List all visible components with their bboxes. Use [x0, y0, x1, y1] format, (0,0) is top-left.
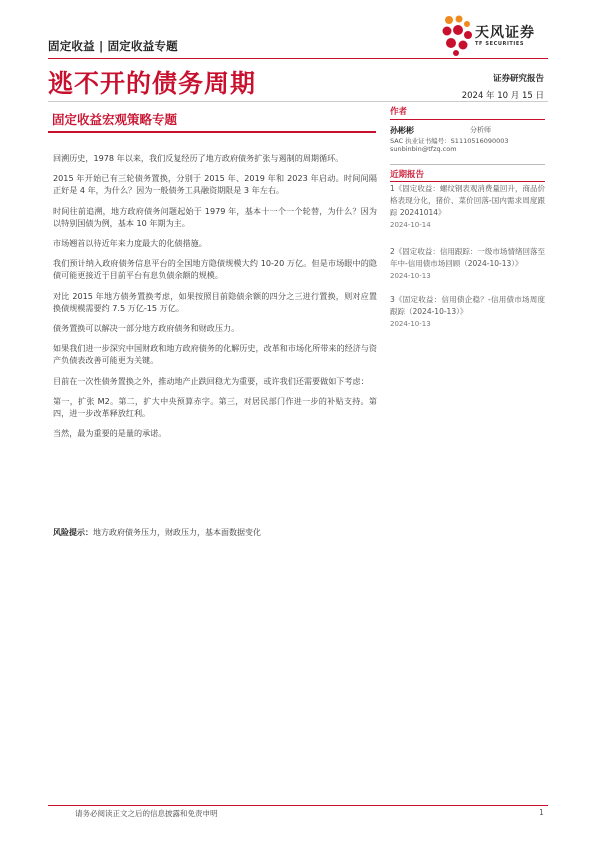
body-paragraph: 对比 2015 年地方债务置换考虑，如果按照目前隐债余额的四分之三进行置换，则对应置换债规模需要约 7.5 万亿-15 万亿。 [53, 290, 377, 313]
report-date: 2024 年 10 月 15 日 [461, 91, 544, 101]
risk-warning [53, 527, 261, 538]
author-heading: 作者 [390, 107, 408, 117]
body-paragraph: 当然，最为重要的是量的承诺。 [53, 428, 167, 439]
author-heading-rule [390, 119, 545, 120]
main-body [53, 152, 377, 447]
author-name: 孙彬彬 [390, 126, 414, 135]
logo-en: TF SECURITIES [475, 41, 525, 47]
body-paragraph: 债务置换可以解决一部分地方政府债务和财政压力。 [53, 323, 240, 334]
page-number: 1 [539, 808, 544, 817]
recent-report-title[interactable]: 1《固定收益：螺纹钢表观消费量回升，商品价格表现分化，猪价、菜价回落-国内需求周度跟踪 20241014》 [390, 184, 545, 217]
recent-report-item[interactable] [390, 183, 545, 231]
author-email[interactable]: sunbinbin@tfzq.com [390, 145, 457, 153]
subtitle-divider [48, 131, 376, 133]
title-divider [48, 101, 548, 102]
recent-report-title[interactable]: 2《固定收益：信用跟踪：一级市场情绪回落至年中-信用债市场回顾（2024-10-13）》 [390, 247, 545, 268]
top-divider [48, 58, 548, 59]
recent-report-date: 2024-10-13 [390, 272, 431, 280]
body-paragraph: 2015 年开始已有三轮债务置换，分别于 2015 年、2019 年和 2023 年启动。时间间隔正好是 4 年，为什么？因为一般债务工具融资期限是 3 年左右。 [53, 173, 377, 196]
recent-report-date: 2024-10-14 [390, 221, 431, 229]
author-role: 分析师 [470, 126, 491, 134]
recent-report-title[interactable]: 3《固定收益：信用债企稳？-信用债市场周度跟踪（2024-10-13）》 [390, 295, 545, 316]
author-sac-number: SAC 执业证书编号：S1110516090003 [390, 137, 509, 145]
recent-report-item[interactable] [390, 246, 545, 282]
logo-name: 天风证券 [475, 25, 535, 41]
author-end-rule [390, 164, 545, 165]
recent-report-item[interactable] [390, 294, 545, 330]
logo-mark-icon [440, 14, 474, 56]
recent-report-date: 2024-10-13 [390, 320, 431, 328]
body-paragraph: 市场翘首以待近年来力度最大的化债措施。 [53, 238, 207, 249]
body-paragraph: 第一，扩张 M2。第二，扩大中央预算赤字。第三，对居民部门作进一步的补贴支持。第四，进一步改革释放红利。 [53, 395, 377, 419]
report-subtitle: 固定收益宏观策略专题 [52, 112, 178, 127]
report-title: 逃不开的债务周期 [48, 69, 257, 98]
body-paragraph: 回溯历史，1978 年以来，我们反复经历了地方政府债务扩张与遏制的周期循环。 [53, 153, 344, 163]
risk-label: 风险提示： [53, 528, 93, 537]
breadcrumb: 固定收益 | 固定收益专题 [48, 39, 178, 53]
risk-text: 地方政府债务压力，财政压力，基本面数据变化 [93, 528, 261, 537]
footer-disclaimer: 请务必阅读正文之后的信息披露和免责申明 [75, 809, 218, 818]
recent-reports-rule [390, 181, 545, 182]
body-paragraph: 时间往前追溯，地方政府债务问题起始于 1979 年，基本十一个一个轮替，为什么？因为以特别国债为例，基本 10 年期为主。 [53, 205, 377, 228]
footer-divider [48, 805, 548, 806]
body-paragraph: 如果我们进一步深究中国财政和地方政府债务的化解历史，改革和市场化所带来的经济与资产负债表改善可能更为关键。 [53, 343, 377, 366]
body-paragraph: 我们预计纳入政府债务信息平台的全国地方隐债规模大约 10-20 万亿。但是市场眼中的隐债可能更接近于目前平台有息负债余额的规模。 [53, 258, 377, 281]
body-paragraph: 目前在一次性债务置换之外，推动地产止跌回稳尤为重要，或许我们还需要做如下考虑： [53, 375, 369, 386]
company-logo [440, 14, 550, 56]
recent-reports-heading: 近期报告 [390, 170, 425, 180]
report-type: 证券研究报告 [492, 74, 544, 84]
